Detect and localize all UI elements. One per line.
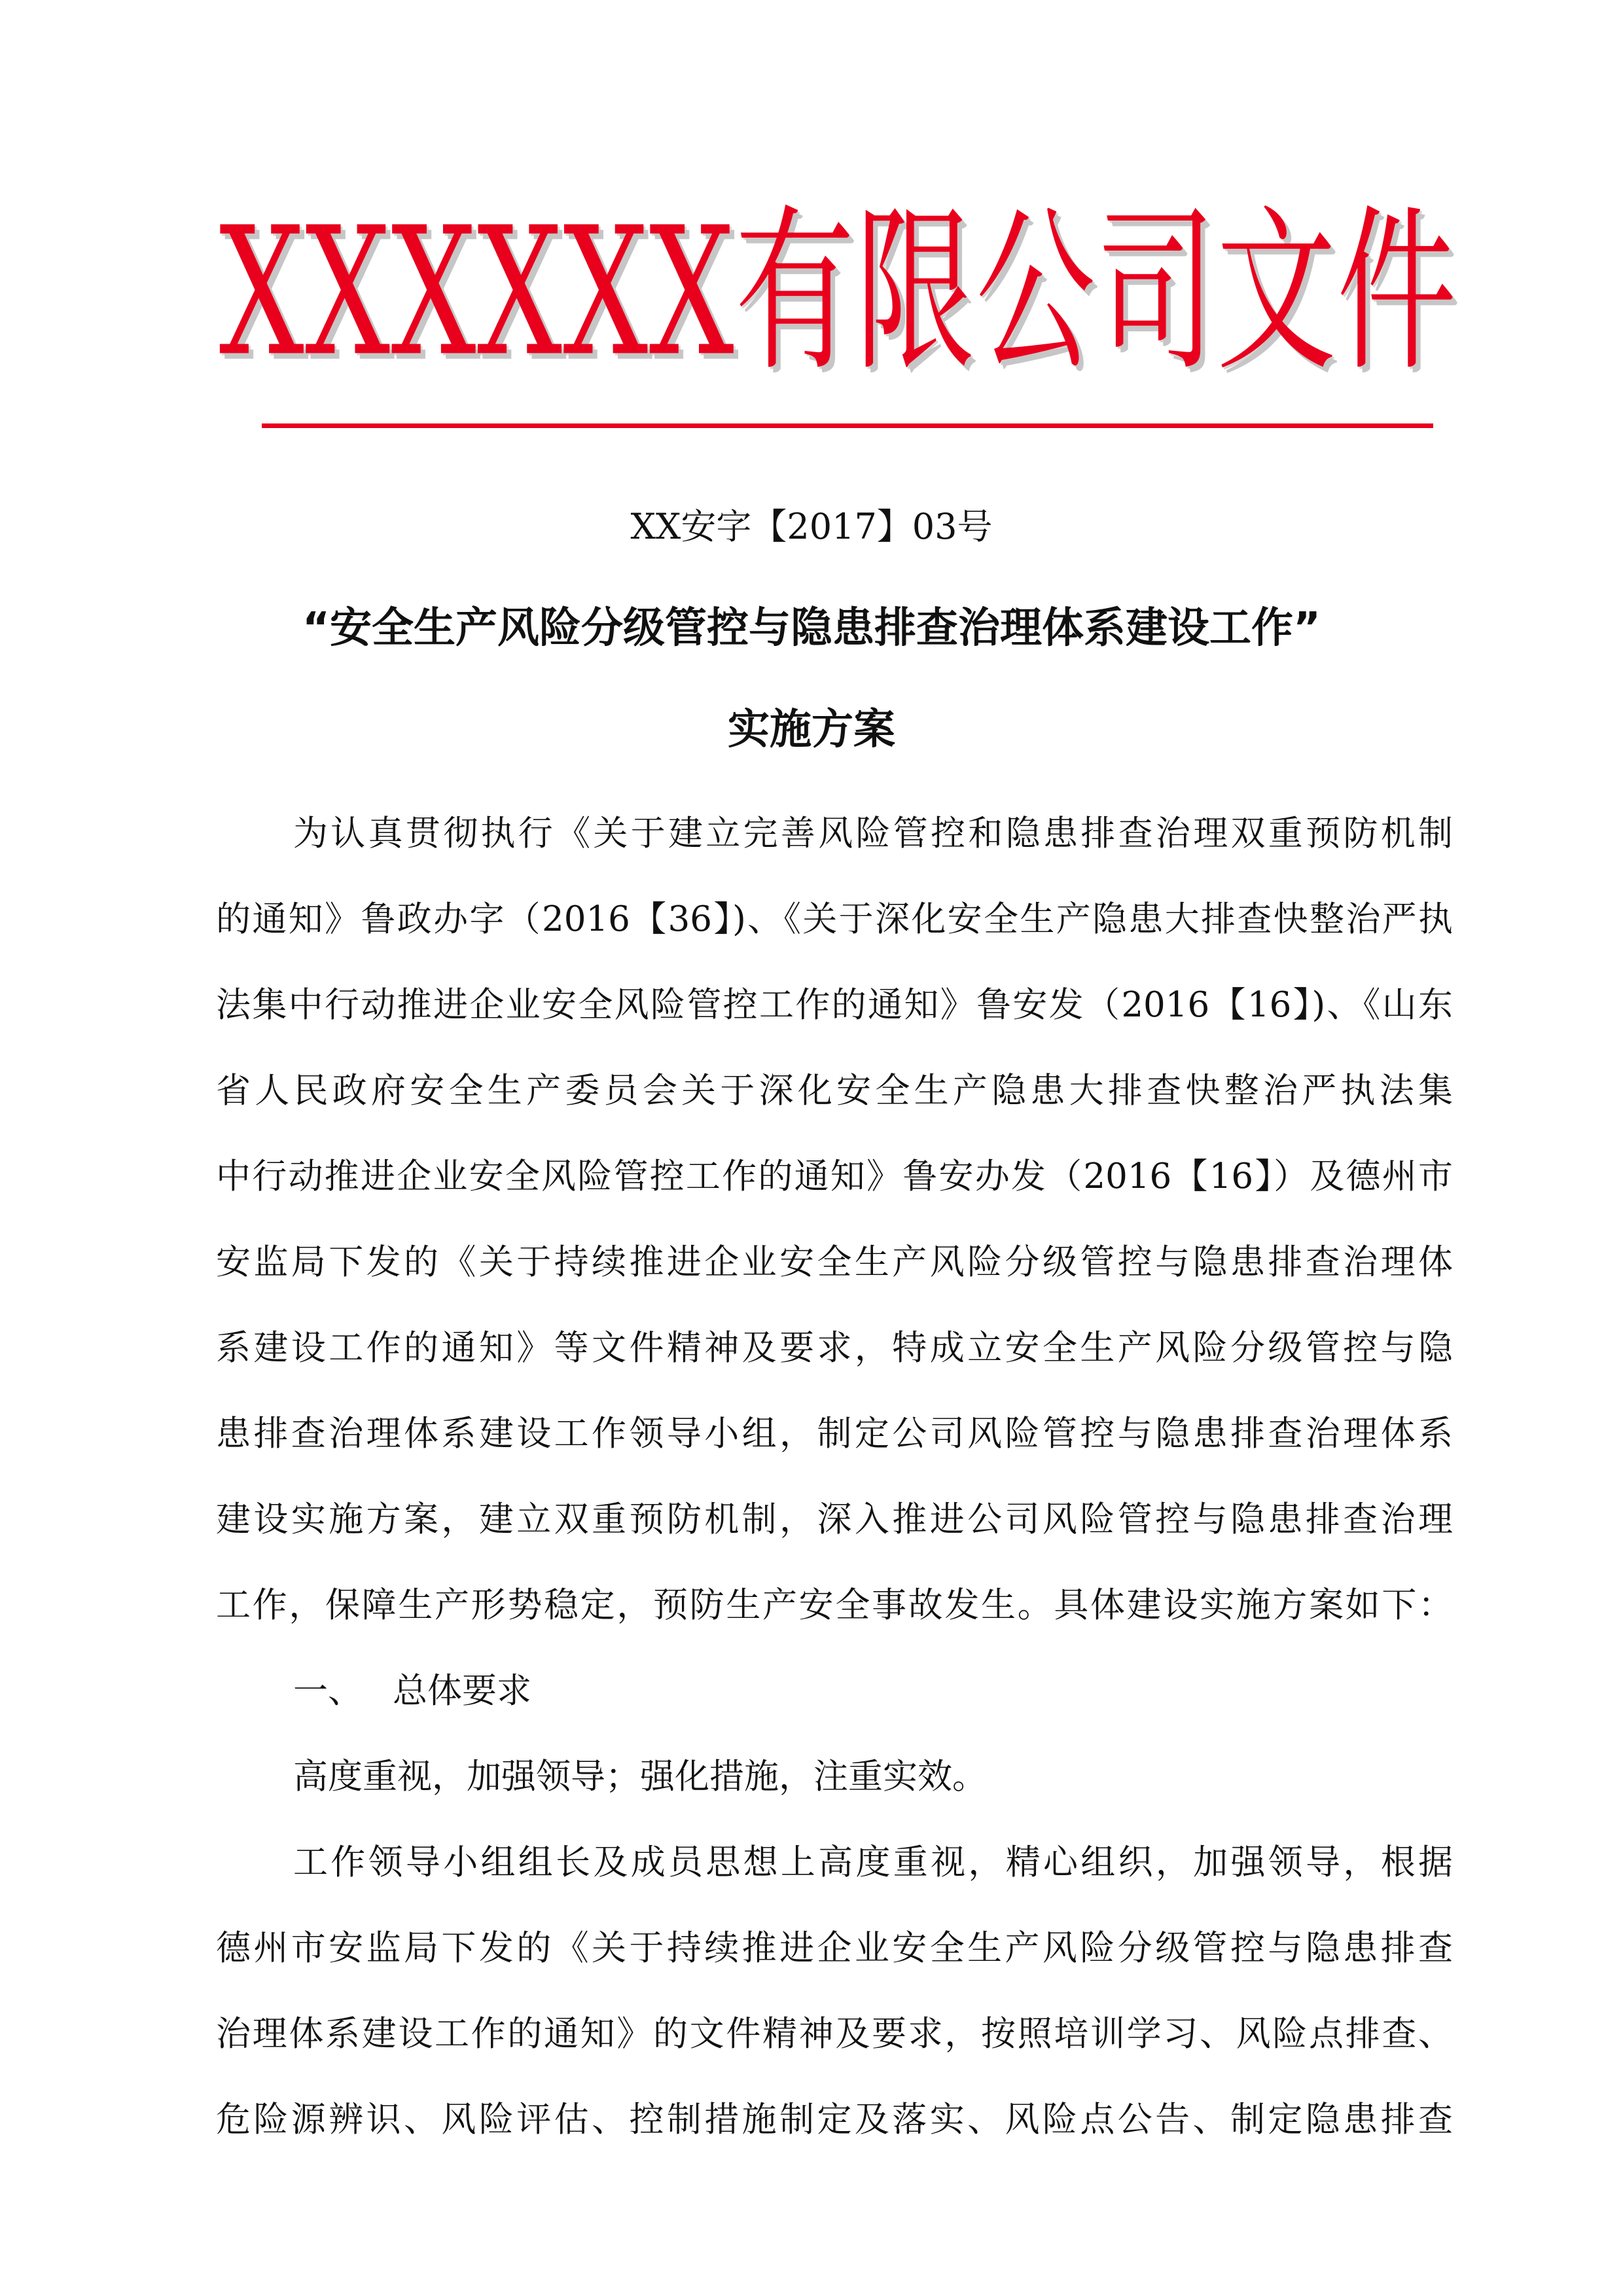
document-masthead: XXXXXX有限公司文件 [219, 188, 1457, 395]
body-line: 的通知》鲁政办字（2016【36】)、《关于深化安全生产隐患大排查快整治严执 [216, 899, 1453, 939]
body-line: 工作，保障生产形势稳定，预防生产安全事故发生。具体建设实施方案如下： [216, 1585, 1453, 1625]
body-line: 法集中行动推进企业安全风险管控工作的通知》鲁安发（2016【16】)、《山东 [216, 985, 1453, 1025]
document-number: XX安字【2017】03号 [630, 506, 993, 547]
document-body [216, 791, 1453, 2162]
body-line: 系建设工作的通知》等文件精神及要求，特成立安全生产风险分级管控与隐 [216, 1328, 1453, 1368]
body-line: 德州市安监局下发的《关于持续推进企业安全生产风险分级管控与隐患排查 [216, 1928, 1453, 1968]
body-line: 安监局下发的《关于持续推进企业安全生产风险分级管控与隐患排查治理体 [216, 1242, 1453, 1282]
masthead-red-rule [262, 423, 1433, 428]
body-line: 治理体系建设工作的通知》的文件精神及要求，按照培训学习、风险点排查、 [216, 2014, 1453, 2054]
document-title-line-2: 实施方案 [728, 706, 895, 754]
summary-line: 高度重视，加强领导；强化措施，注重实效。 [293, 1757, 987, 1797]
section-number: 一、 [293, 1671, 363, 1711]
section-title: 总体要求 [393, 1671, 531, 1711]
body-line: 中行动推进企业安全风险管控工作的通知》鲁安办发（2016【16】）及德州市 [216, 1157, 1453, 1196]
section-heading [216, 1648, 1453, 1734]
body-line: 建设实施方案，建立双重预防机制，深入推进公司风险管控与隐患排查治理 [216, 1499, 1453, 1539]
body-line: 为认真贯彻执行《关于建立完善风险管控和隐患排查治理双重预防机制 [293, 814, 1453, 853]
body-line: 工作领导小组组长及成员思想上高度重视，精心组织，加强领导，根据 [293, 1842, 1453, 1882]
body-line: 危险源辨识、风险评估、控制措施制定及落实、风险点公告、制定隐患排查 [216, 2100, 1453, 2140]
body-line: 省人民政府安全生产委员会关于深化安全生产隐患大排查快整治严执法集 [216, 1071, 1453, 1111]
document-title-line-1: “安全生产风险分级管控与隐患排查治理体系建设工作” [302, 604, 1321, 653]
body-line: 患排查治理体系建设工作领导小组，制定公司风险管控与隐患排查治理体系 [216, 1414, 1453, 1454]
